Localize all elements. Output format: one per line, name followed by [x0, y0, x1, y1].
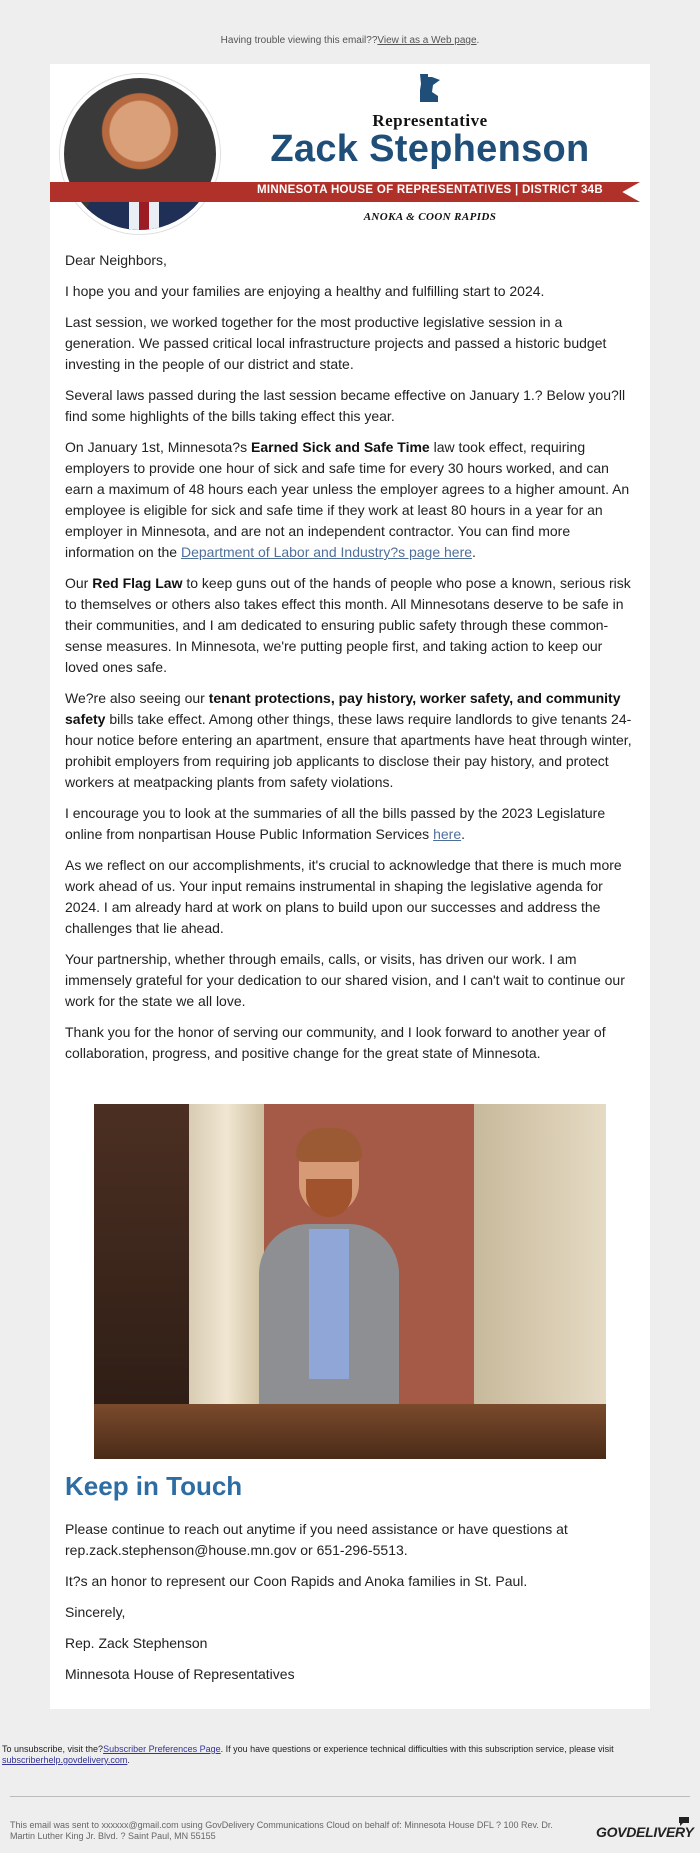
paragraph-8: As we reflect on our accomplishments, it's crucial to acknowledge that there is much more work ahead of us. Your input remains instrumental in shaping the legislative agenda for 2024. I am already hard at work on plans to build upon our successes and address the challenges that lie ahead. — [65, 857, 622, 936]
email-header — [50, 64, 650, 240]
closing-section — [65, 1519, 635, 1695]
signature-org: Minnesota House of Representatives — [65, 1666, 295, 1682]
keep-in-touch-heading: Keep in Touch — [65, 1471, 243, 1501]
top-note-text: Having trouble viewing this email?? — [220, 35, 378, 46]
footer-text: This email was sent to xxxxxx@gmail.com using GovDelivery Communications Cloud on behalf of: Minnesota House DFL ? 100 Rev. Dr. Martin Luther King Jr. Blvd. ? Saint Paul, MN 55155 — [10, 1820, 553, 1841]
footer-divider — [10, 1796, 690, 1797]
chat-bubble-icon — [678, 1816, 690, 1826]
paragraph-2: Last session, we worked together for the most productive legislative session in a generation. We passed critical local infrastructure projects and passed a historic budget investing in the people of our district and state. — [65, 314, 607, 372]
paragraph-4: On January 1st, Minnesota?s Earned Sick and Safe Time law took effect, requiring employers to provide one hour of sick and safe time for every 30 hours worked, and can earn a maximum of 48 hours each year unless the employer agrees to a higher amount. An employee is eligible for sick and safe time if they work at least 80 hours in a year for an employer in Minnesota, and are not an independent contractor. You can find more information on the Department of Labor and Industry?s page here. — [65, 439, 630, 560]
paragraph-3: Several laws passed during the last session became effective on January 1.? Below you?ll find some highlights of the bills taking effect this year. — [65, 387, 626, 424]
house-floor-photo — [94, 1104, 606, 1459]
honor-paragraph: It?s an honor to represent our Coon Rapids and Anoka families in St. Paul. — [65, 1573, 528, 1589]
letter-body — [65, 250, 635, 1074]
labor-industry-link[interactable]: Department of Labor and Industry?s page here — [180, 544, 473, 560]
paragraph-5: Our Red Flag Law to keep guns out of the hands of people who pose a known, serious risk to themselves or others also takes effect this month. All Minnesotans deserve to be safe in their communities, and I am dedicated to ensuring public safety through these common-sense measures. In Minnesota, we're putting people first, and taking action to keep our loved ones safe. — [65, 575, 631, 675]
email-card — [50, 64, 650, 1709]
signoff: Sincerely, — [65, 1604, 126, 1620]
paragraph-1: I hope you and your families are enjoying a healthy and fulfilling start to 2024. — [65, 283, 545, 299]
minnesota-state-icon — [418, 74, 440, 102]
unsubscribe-note: To unsubscribe, visit the?Subscriber Preferences Page. If you have questions or experience technical difficulties with this subscription service, please visit subscriberhelp.govdelivery.com. — [2, 1744, 614, 1765]
paragraph-10: Thank you for the honor of serving our community, and I look forward to another year of collaboration, progress, and positive change for the great state of Minnesota. — [65, 1024, 606, 1061]
greeting: Dear Neighbors, — [65, 252, 167, 268]
banner-text: MINNESOTA HOUSE OF REPRESENTATIVES | DISTRICT 34B — [257, 184, 603, 196]
bill-summaries-link[interactable]: here — [433, 826, 462, 842]
subscriber-help-link[interactable]: subscriberhelp.govdelivery.com — [2, 1755, 128, 1765]
govdelivery-logo[interactable]: GOVDELIVERY — [596, 1824, 694, 1840]
signature-name: Rep. Zack Stephenson — [65, 1635, 208, 1651]
paragraph-7: I encourage you to look at the summaries of all the bills passed by the 2023 Legislature online from nonpartisan House Public Information Services here. — [65, 805, 606, 842]
paragraph-6: We?re also seeing our tenant protections, pay history, worker safety, and community safety bills take effect. Among other things, these laws require landlords to give tenants 24-hour notice before entering an apartment, ensure that apartments have heat through winter, prohibit employers from requiring job applicants to disclose their pay history, and protect workers at meatpacking plants from safety violations. — [65, 690, 632, 790]
subscriber-preferences-link[interactable]: Subscriber Preferences Page — [103, 1744, 221, 1754]
web-page-link[interactable]: View it as a Web page — [377, 35, 477, 46]
rep-title: Representative — [372, 111, 488, 130]
district-subtitle: ANOKA & COON RAPIDS — [363, 211, 497, 223]
contact-paragraph: Please continue to reach out anytime if you need assistance or have questions at rep.zack.stephenson@house.mn.gov or 651-296-5513. — [65, 1521, 568, 1558]
paragraph-9: Your partnership, whether through emails, calls, or visits, has driven our work. I am immensely grateful for your dedication to our shared vision, and I can't wait to continue our work for the state we all love. — [65, 951, 625, 1009]
rep-name: Zack Stephenson — [270, 128, 590, 170]
representative-portrait — [60, 74, 220, 234]
top-note: Having trouble viewing this email??View it as a Web page. — [220, 35, 480, 46]
